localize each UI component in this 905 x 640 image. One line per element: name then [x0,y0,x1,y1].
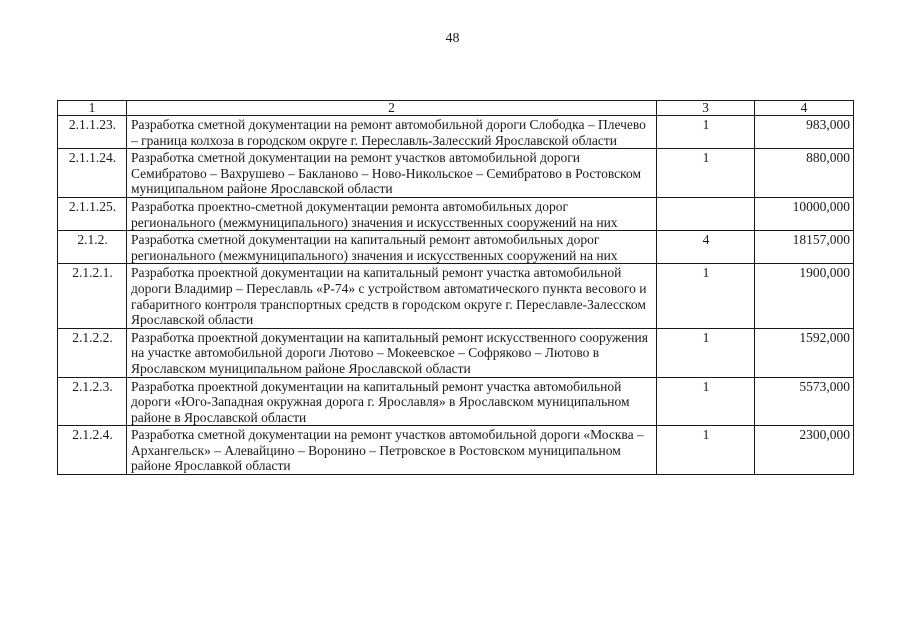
row-number-cell: 2.1.2.3. [58,377,127,426]
row-description-cell: Разработка сметной документации на ремонт участков автомобильной дороги Семибратово – Вахрушево – Бакланово – Ново-Никольское – Семибратово в Ростовском муниципальном районе Ярославской области [127,149,657,198]
table-header-row [58,101,854,116]
header-cell-2: 2 [127,101,657,116]
row-amount-cell: 1592,000 [755,328,854,377]
row-amount-cell: 2300,000 [755,426,854,475]
table-row [58,377,854,426]
row-number-cell: 2.1.1.25. [58,197,127,230]
row-description-cell: Разработка сметной документации на капитальный ремонт автомобильных дорог регионального (межмуниципального) значения и искусственных сооружений на них [127,231,657,264]
row-quantity-cell [657,197,755,230]
row-description-cell: Разработка проектной документации на капитальный ремонт участка автомобильной дороги Владимир – Переславль «Р-74» с устройством автоматического пункта весового и габаритного контроля транспортных средств в городском округе г. Переславле-Залесском Ярославской области [127,264,657,328]
table-row [58,328,854,377]
row-amount-cell: 1900,000 [755,264,854,328]
row-description-cell: Разработка сметной документации на ремонт автомобильной дороги Слободка – Плечево – граница колхоза в городском округе г. Переславль-Залесский Ярославской области [127,116,657,149]
header-cell-4: 4 [755,101,854,116]
table-row [58,231,854,264]
row-number-cell: 2.1.2.1. [58,264,127,328]
table-row [58,116,854,149]
header-cell-1: 1 [58,101,127,116]
row-amount-cell: 18157,000 [755,231,854,264]
row-quantity-cell: 1 [657,426,755,475]
row-description-cell: Разработка сметной документации на ремонт участков автомобильной дороги «Москва – Архангельск» – Алевайцино – Воронино – Петровское в Ростовском муниципальном районе Ярославкой области [127,426,657,475]
row-quantity-cell: 1 [657,377,755,426]
row-number-cell: 2.1.1.24. [58,149,127,198]
row-quantity-cell: 1 [657,149,755,198]
row-description-cell: Разработка проектно-сметной документации ремонта автомобильных дорог регионального (межмуниципального) значения и искусственных сооружений на них [127,197,657,230]
page-number: 48 [445,31,460,46]
table-row [58,149,854,198]
estimate-table [57,100,854,475]
row-number-cell: 2.1.2.2. [58,328,127,377]
row-amount-cell: 5573,000 [755,377,854,426]
row-quantity-cell: 1 [657,328,755,377]
row-description-cell: Разработка проектной документации на капитальный ремонт искусственного сооружения на участке автомобильной дороги Лютово – Мокеевское – Софряково – Лютово в Ярославском муниципальном районе Ярославской области [127,328,657,377]
table-row [58,197,854,230]
row-amount-cell: 983,000 [755,116,854,149]
row-quantity-cell: 1 [657,116,755,149]
table-row [58,264,854,328]
row-number-cell: 2.1.1.23. [58,116,127,149]
row-description-cell: Разработка проектной документации на капитальный ремонт участка автомобильной дороги «Юго-Западная окружная дорога г. Ярославля» в Ярославском муниципальном районе в Ярославской области [127,377,657,426]
table-row [58,426,854,475]
row-quantity-cell: 1 [657,264,755,328]
row-amount-cell: 10000,000 [755,197,854,230]
row-amount-cell: 880,000 [755,149,854,198]
row-number-cell: 2.1.2. [58,231,127,264]
header-cell-3: 3 [657,101,755,116]
row-number-cell: 2.1.2.4. [58,426,127,475]
row-quantity-cell: 4 [657,231,755,264]
